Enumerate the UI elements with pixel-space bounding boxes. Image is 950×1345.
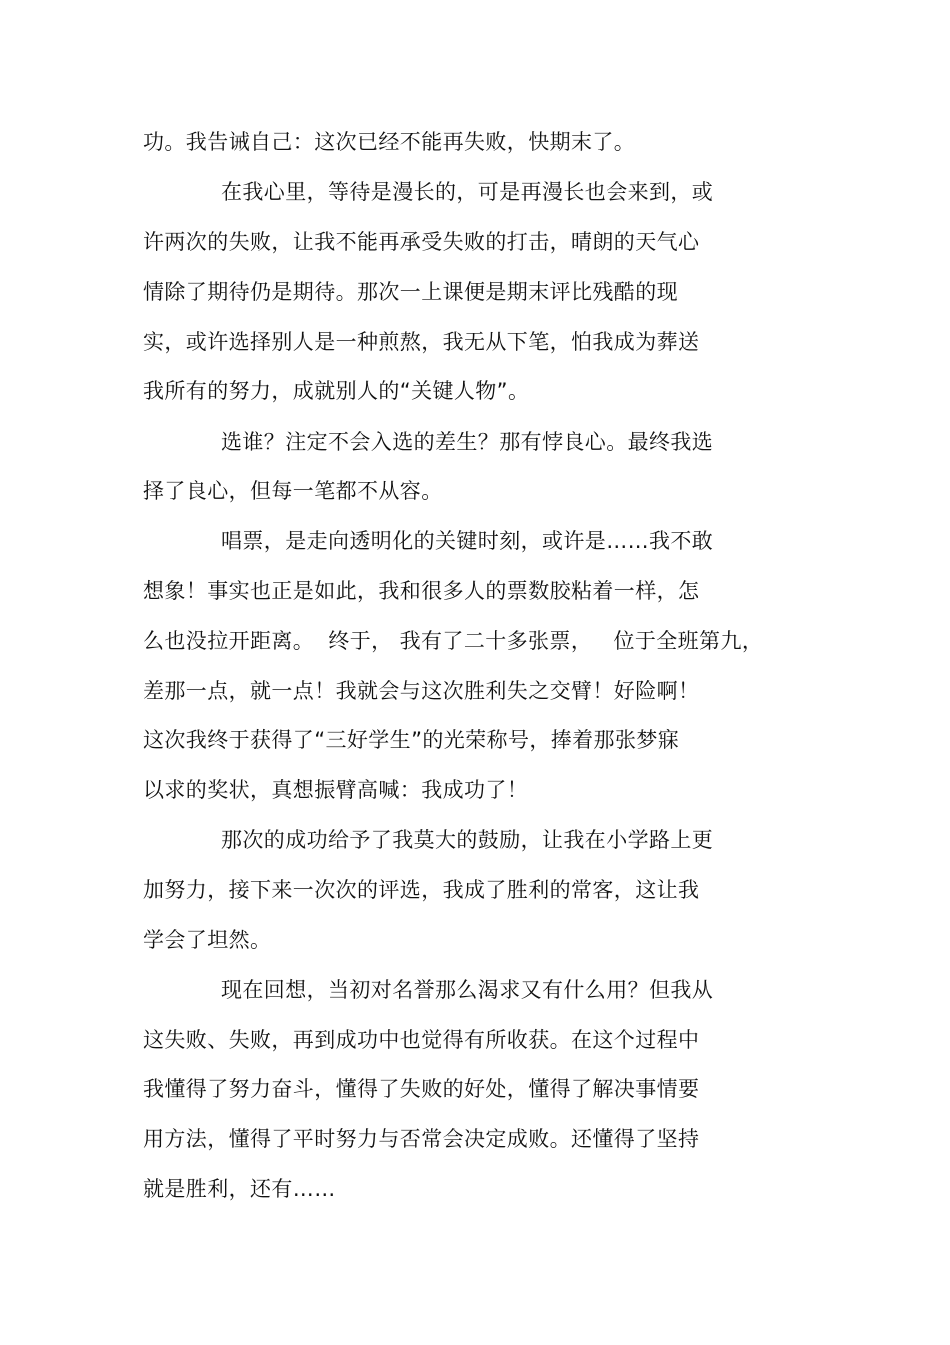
text-line: 择了良心，但每一笔都不从容。 [143,479,443,503]
text-line: 许两次的失败，让我不能再承受失败的打击，晴朗的天气心 [143,230,700,254]
text-line: 这失败、失败，再到成功中也觉得有所收获。在这个过程中 [143,1028,700,1052]
text-line: 功。我告诫自己：这次已经不能再失败，快期末了。 [143,130,636,154]
text-line: 以求的奖状，真想振臂高喊：我成功了！ [143,778,529,802]
text-line: 用方法，懂得了平时努力与否常会决定成败。还懂得了坚持 [143,1127,700,1151]
text-line: 学会了坦然。 [143,928,272,952]
text-line: 么也没拉开距离。 终于， 我有了二十多张票， 位于全班第九， [143,629,764,653]
text-line: 想象！事实也正是如此，我和很多人的票数胶粘着一样，怎 [143,579,700,603]
text-line: 那次的成功给予了我莫大的鼓励，让我在小学路上更 [221,828,714,852]
text-line: 我所有的努力，成就别人的“关键人物”。 [143,379,530,403]
text-line: 现在回想，当初对名誉那么渴求又有什么用？但我从 [221,978,714,1002]
text-line: 就是胜利，还有…… [143,1177,336,1201]
text-line: 在我心里，等待是漫长的，可是再漫长也会来到，或 [221,180,714,204]
text-line: 情除了期待仍是期待。那次一上课便是期末评比残酷的现 [143,280,678,304]
text-line: 实，或许选择别人是一种煎熬，我无从下笔，怕我成为葬送 [143,330,700,354]
text-line: 差那一点，就一点！我就会与这次胜利失之交臂！好险啊！ [143,679,700,703]
text-line: 唱票，是走向透明化的关键时刻，或许是……我不敢 [221,529,714,553]
text-line: 选谁？注定不会入选的差生？那有悖良心。最终我选 [221,430,714,454]
text-line: 我懂得了努力奋斗，懂得了失败的好处，懂得了解决事情要 [143,1077,700,1101]
text-line: 这次我终于获得了“三好学生”的光荣称号，捧着那张梦寐 [143,728,680,752]
text-line: 加努力，接下来一次次的评选，我成了胜利的常客，这让我 [143,878,700,902]
